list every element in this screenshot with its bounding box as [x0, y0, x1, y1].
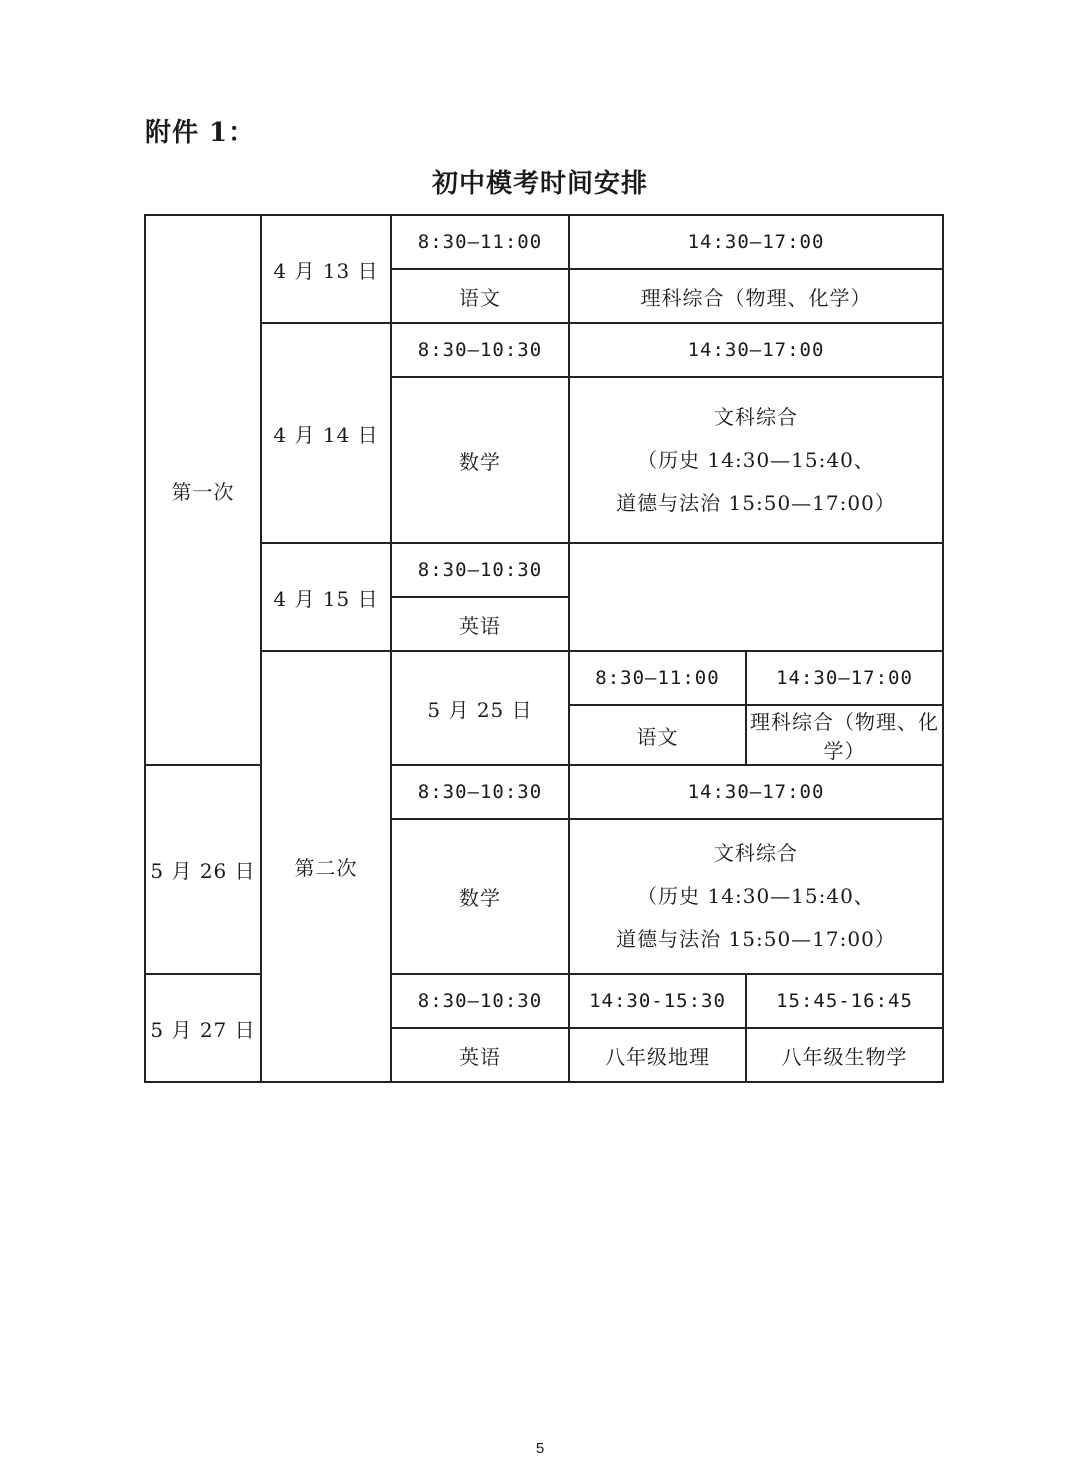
afternoon-subject — [569, 377, 943, 543]
empty-cell — [569, 543, 943, 651]
afternoon-subject — [569, 819, 943, 974]
exam-date: 5 月 26 日 — [145, 765, 261, 974]
round-label: 第二次 — [261, 651, 391, 1082]
afternoon-subject-2: 八年级生物学 — [746, 1028, 943, 1082]
afternoon-subject-line: 文科综合 — [714, 404, 798, 429]
morning-time: 8:30—10:30 — [391, 323, 569, 377]
afternoon-subject: 理科综合（物理、化学） — [569, 269, 943, 323]
afternoon-time-2: 15:45-16:45 — [746, 974, 943, 1028]
morning-time: 8:30—11:00 — [569, 651, 746, 705]
exam-schedule-table — [144, 214, 944, 1083]
table-row — [145, 323, 943, 377]
afternoon-subject-line: （历史 14:30—15:40、 — [637, 447, 875, 472]
afternoon-time: 14:30—17:00 — [569, 765, 943, 819]
morning-subject: 英语 — [391, 597, 569, 651]
table-row — [145, 543, 943, 597]
morning-subject: 语文 — [391, 269, 569, 323]
afternoon-time: 14:30—17:00 — [569, 323, 943, 377]
attachment-label: 附件 1： — [145, 118, 256, 148]
afternoon-time: 14:30—17:00 — [569, 215, 943, 269]
exam-date: 5 月 25 日 — [391, 651, 569, 765]
afternoon-subject-line: （历史 14:30—15:40、 — [637, 884, 875, 908]
page-title: 初中模考时间安排 — [431, 169, 648, 199]
afternoon-subject-line: 文科综合 — [714, 841, 798, 865]
morning-time: 8:30—10:30 — [391, 974, 569, 1028]
morning-time: 8:30—11:00 — [391, 215, 569, 269]
page-number: 5 — [535, 1440, 545, 1457]
afternoon-time: 14:30—17:00 — [746, 651, 943, 705]
afternoon-subject-line: 道德与法治 15:50—17:00） — [616, 490, 896, 515]
exam-date: 4 月 14 日 — [261, 323, 391, 543]
morning-time: 8:30—10:30 — [391, 543, 569, 597]
afternoon-time-1: 14:30-15:30 — [569, 974, 746, 1028]
round-label: 第一次 — [145, 215, 261, 765]
afternoon-subject: 理科综合（物理、化学） — [746, 705, 943, 765]
table-row — [145, 651, 943, 705]
morning-subject: 数学 — [391, 377, 569, 543]
exam-date: 4 月 13 日 — [261, 215, 391, 323]
morning-time: 8:30—10:30 — [391, 765, 569, 819]
afternoon-subject-1: 八年级地理 — [569, 1028, 746, 1082]
exam-date: 4 月 15 日 — [261, 543, 391, 651]
morning-subject: 语文 — [569, 705, 746, 765]
morning-subject: 数学 — [391, 819, 569, 974]
morning-subject: 英语 — [391, 1028, 569, 1082]
table-row — [145, 215, 943, 269]
afternoon-subject-line: 道德与法治 15:50—17:00） — [616, 927, 896, 951]
exam-date: 5 月 27 日 — [145, 974, 261, 1082]
